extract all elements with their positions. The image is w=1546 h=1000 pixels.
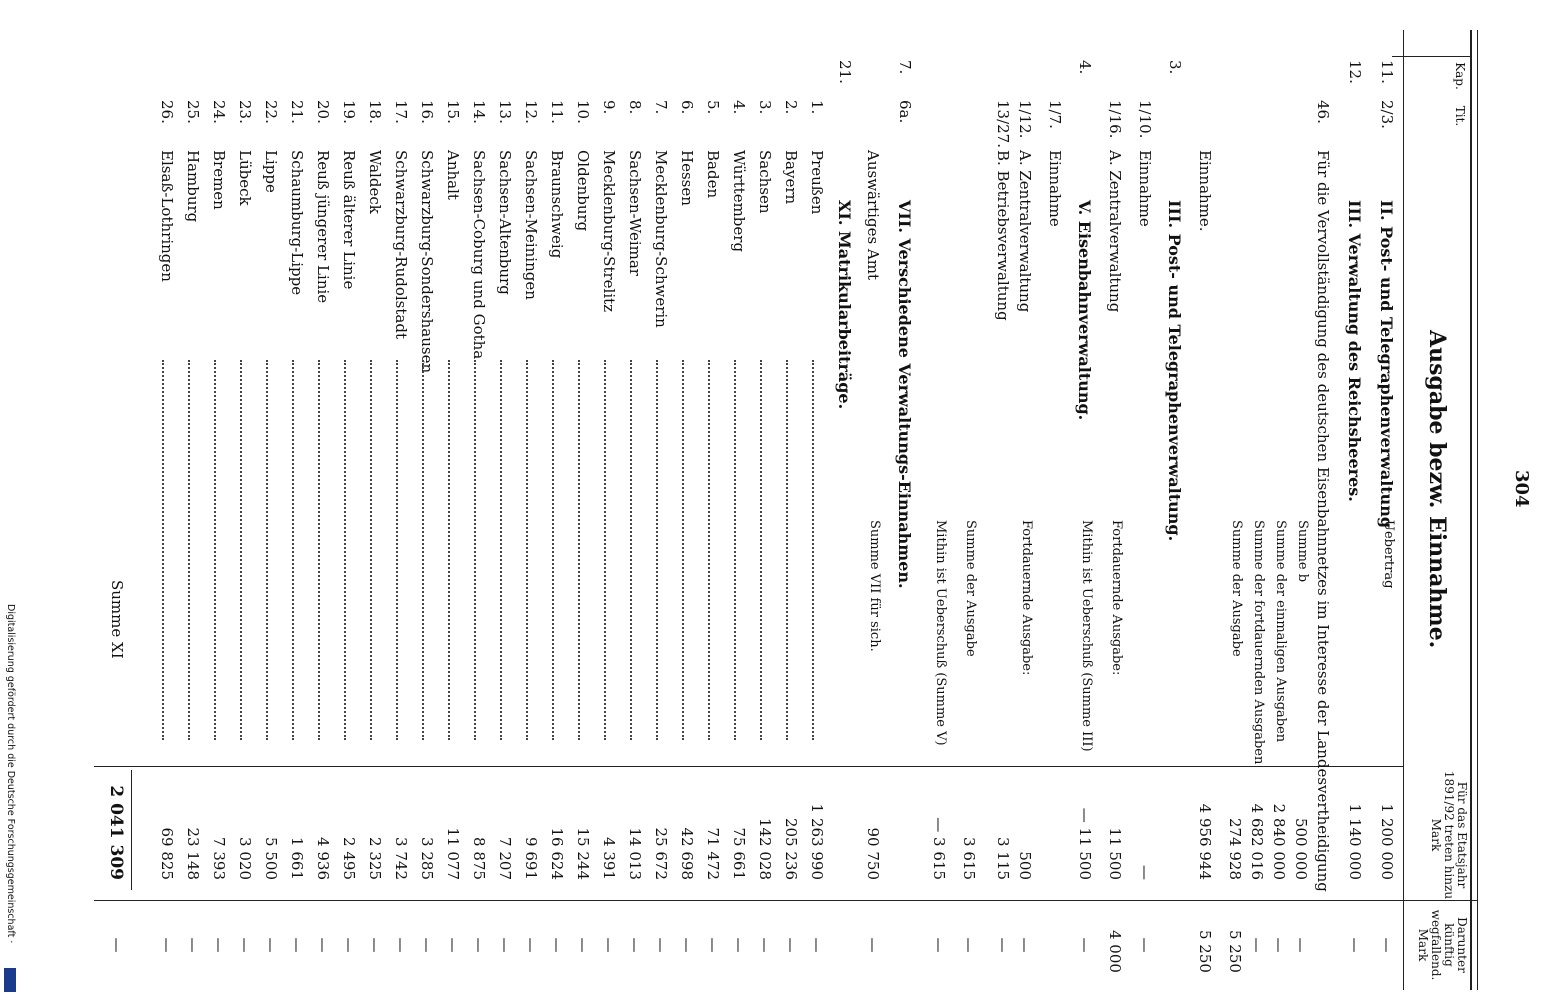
state-number: 13. xyxy=(496,100,514,124)
dot-leader xyxy=(734,360,736,740)
row-value: 3 615 xyxy=(960,837,978,880)
dot-leader xyxy=(812,360,814,740)
row-weg: 4 000 xyxy=(1106,930,1124,973)
state-value: 71 472 xyxy=(704,827,722,880)
state-number: 6. xyxy=(678,100,696,115)
row-tit: 1/7. xyxy=(1046,100,1064,129)
state-weg: — xyxy=(678,937,696,953)
state-number: 11. xyxy=(548,100,566,124)
row-right-label: Fortdauernde Ausgabe: xyxy=(1109,520,1124,676)
row-right-label: Summe der Ausgabe xyxy=(1229,520,1244,657)
state-weg: — xyxy=(704,937,722,953)
row-weg: — xyxy=(930,937,948,953)
row-text: V. Eisenbahnverwaltung. xyxy=(1075,200,1094,421)
row-tit: 1/16. xyxy=(1106,100,1124,139)
state-value: 8 875 xyxy=(470,837,488,880)
state-value: 7 207 xyxy=(496,837,514,880)
state-weg: — xyxy=(392,937,410,953)
dot-leader xyxy=(422,360,424,740)
state-name: Bremen xyxy=(210,150,228,210)
state-weg: — xyxy=(808,937,826,953)
row-text: III. Post- und Telegraphenverwaltung. xyxy=(1165,200,1184,542)
row-kap: 3. xyxy=(1166,60,1184,75)
dot-leader xyxy=(188,360,190,740)
summe-xi-rule xyxy=(131,770,132,890)
credit-text: Digitalisierung gefördert durch die Deutsche Forschungsgemeinschaft · xyxy=(5,604,16,944)
dot-leader xyxy=(318,360,320,740)
state-weg: — xyxy=(756,937,774,953)
state-value: 4 391 xyxy=(600,837,618,880)
row-tit: 1/12. xyxy=(1016,100,1034,139)
state-weg: — xyxy=(496,937,514,953)
state-number: 17. xyxy=(392,100,410,124)
state-value: 2 495 xyxy=(340,837,358,880)
col-header-kap: Kap. xyxy=(1453,62,1467,90)
state-number: 24. xyxy=(210,100,228,124)
dot-leader xyxy=(604,360,606,740)
row-weg: 5 250 xyxy=(1226,930,1244,973)
state-name: Braunschweig xyxy=(548,150,566,259)
row-text: Auswärtiges Amt xyxy=(864,150,882,280)
dot-leader xyxy=(786,360,788,740)
row-tit: 2/3. xyxy=(1378,100,1396,129)
row-tit: 1/10. xyxy=(1136,100,1154,139)
state-number: 4. xyxy=(730,100,748,115)
state-weg: — xyxy=(236,937,254,953)
state-weg: — xyxy=(600,937,618,953)
state-name: Hamburg xyxy=(184,150,202,223)
row-value: 1 200 000 xyxy=(1378,803,1396,880)
state-value: 9 691 xyxy=(522,837,540,880)
row-weg: — xyxy=(1270,937,1288,953)
state-number: 2. xyxy=(782,100,800,115)
summe-xi-label: Summe XI xyxy=(108,580,126,659)
state-name: Schaumburg-Lippe xyxy=(288,150,306,296)
state-number: 20. xyxy=(314,100,332,124)
state-name: Reuß älterer Linie xyxy=(340,150,358,290)
state-number: 14. xyxy=(470,100,488,124)
state-name: Anhalt xyxy=(444,150,462,200)
row-right-label: Summe der Ausgabe xyxy=(963,520,978,657)
state-name: Hessen xyxy=(678,150,696,206)
state-value: 75 661 xyxy=(730,827,748,880)
dot-leader xyxy=(214,360,216,740)
state-weg: — xyxy=(782,937,800,953)
summe-xi-value: 2 041 309 xyxy=(106,785,126,880)
row-tit: 6a. xyxy=(896,100,914,124)
col-header-total: Für das Etatsjahr 1891/92 treten hinzu Mark xyxy=(1429,770,1469,900)
state-weg: — xyxy=(548,937,566,953)
outer-rule-top xyxy=(1477,30,1478,990)
dot-leader xyxy=(292,360,294,740)
row-kap: 12. xyxy=(1346,60,1364,84)
state-weg: — xyxy=(158,937,176,953)
row-value: — 11 500 xyxy=(1076,807,1094,880)
row-kap: 21. xyxy=(836,60,854,84)
state-value: 2 325 xyxy=(366,837,384,880)
row-value: 90 750 xyxy=(864,827,882,880)
state-name: Preußen xyxy=(808,150,826,215)
state-weg: — xyxy=(730,937,748,953)
state-name: Sachsen-Meiningen xyxy=(522,150,540,300)
state-weg: — xyxy=(288,937,306,953)
row-weg: — xyxy=(1136,937,1154,953)
summe-xi-weg: — xyxy=(108,937,126,953)
row-right-label: Summe der fortdauernden Ausgaben xyxy=(1251,520,1266,765)
state-name: Schwarzburg-Sondershausen xyxy=(418,150,436,374)
state-number: 23. xyxy=(236,100,254,124)
dot-leader xyxy=(370,360,372,740)
state-value: 3 285 xyxy=(418,837,436,880)
state-number: 15. xyxy=(444,100,462,124)
state-number: 26. xyxy=(158,100,176,124)
state-weg: — xyxy=(470,937,488,953)
state-name: Waldeck xyxy=(366,150,384,214)
row-right-label: Mithin ist Ueberschuß (Summe V) xyxy=(933,520,948,746)
row-kap: 11. xyxy=(1378,60,1396,84)
state-weg: — xyxy=(652,937,670,953)
state-number: 25. xyxy=(184,100,202,124)
state-value: 205 236 xyxy=(782,817,800,880)
dot-leader xyxy=(448,360,450,740)
state-value: 23 148 xyxy=(184,827,202,880)
state-name: Oldenburg xyxy=(574,150,592,232)
state-name: Württemberg xyxy=(730,150,748,253)
row-text: Einnahme xyxy=(1046,150,1064,227)
state-name: Sachsen xyxy=(756,150,774,214)
state-number: 21. xyxy=(288,100,306,124)
state-number: 9. xyxy=(600,100,618,115)
row-weg: — xyxy=(960,937,978,953)
state-weg: — xyxy=(262,937,280,953)
col-header-tit: Tit. xyxy=(1453,105,1467,127)
row-value: 2 840 000 xyxy=(1270,803,1288,880)
state-value: 3 742 xyxy=(392,837,410,880)
row-weg: — xyxy=(1248,937,1266,953)
row-value: 500 000 xyxy=(1292,817,1310,880)
state-value: 25 672 xyxy=(652,827,670,880)
page-number: 304 xyxy=(1511,470,1532,508)
state-name: Sachsen-Coburg und Gotha xyxy=(470,150,488,360)
row-text: VII. Verschiedene Verwaltungs-Einnahmen. xyxy=(895,200,914,589)
state-name: Reuß jüngerer Linie xyxy=(314,150,332,304)
dot-leader xyxy=(552,360,554,740)
state-name: Baden xyxy=(704,150,722,199)
state-value: 15 244 xyxy=(574,827,592,880)
state-name: Mecklenburg-Schwerin xyxy=(652,150,670,328)
row-value: 4 682 016 xyxy=(1248,803,1266,880)
dot-leader xyxy=(396,360,398,740)
dot-leader xyxy=(526,360,528,740)
dot-leader xyxy=(760,360,762,740)
state-number: 12. xyxy=(522,100,540,124)
dot-leader xyxy=(344,360,346,740)
col-sep-total xyxy=(94,766,1404,767)
state-weg: — xyxy=(314,937,332,953)
col-sep-weg xyxy=(94,900,1478,901)
state-name: Sachsen-Altenburg xyxy=(496,150,514,295)
state-weg: — xyxy=(210,937,228,953)
state-value: 142 028 xyxy=(756,817,774,880)
state-weg: — xyxy=(340,937,358,953)
row-weg: — xyxy=(994,937,1012,953)
state-name: Elsaß-Lothringen xyxy=(158,150,176,282)
state-number: 7. xyxy=(652,100,670,115)
state-value: 11 077 xyxy=(444,827,462,880)
state-number: 22. xyxy=(262,100,280,124)
state-name: Lübeck xyxy=(236,150,254,206)
state-name: Mecklenburg-Strelitz xyxy=(600,150,618,313)
state-number: 8. xyxy=(626,100,644,115)
row-text: III. Verwaltung des Reichsheeres. xyxy=(1345,200,1364,502)
row-text: Für die Vervollständigung des deutschen Eisenbahnnetzes im Interesse der Landesvertheidigung xyxy=(1314,150,1332,892)
state-value: 5 500 xyxy=(262,837,280,880)
row-kap: 4. xyxy=(1076,60,1094,75)
state-number: 3. xyxy=(756,100,774,115)
row-value: — 3 615 xyxy=(930,817,948,880)
dot-leader xyxy=(240,360,242,740)
row-kap: 7. xyxy=(896,60,914,75)
state-number: 18. xyxy=(366,100,384,124)
dot-leader xyxy=(474,360,476,740)
row-text: A. Zentralverwaltung xyxy=(1106,150,1124,313)
dot-leader xyxy=(162,360,164,740)
state-value: 3 020 xyxy=(236,837,254,880)
state-number: 19. xyxy=(340,100,358,124)
state-weg: — xyxy=(522,937,540,953)
col-header-weg: Darunter künftig wegfallend. Mark xyxy=(1416,909,1469,981)
row-right-label: Mithin ist Ueberschuß (Summe III) xyxy=(1079,520,1094,752)
state-value: 14 013 xyxy=(626,827,644,880)
row-value: 4 956 944 xyxy=(1196,803,1214,880)
row-value: 11 500 xyxy=(1106,827,1124,880)
row-right-label: Fortdauernde Ausgabe: xyxy=(1019,520,1034,676)
dot-leader xyxy=(630,360,632,740)
row-text: XI. Matrikularbeiträge. xyxy=(835,200,854,410)
row-weg: 5 250 xyxy=(1196,930,1214,973)
state-name: Sachsen-Weimar xyxy=(626,150,644,276)
row-value: 500 xyxy=(1016,851,1034,880)
table-title: Ausgabe bezw. Einnahme. xyxy=(1424,330,1450,649)
dot-leader xyxy=(708,360,710,740)
row-weg: — xyxy=(1378,937,1396,953)
state-name: Schwarzburg-Rudolstadt xyxy=(392,150,410,339)
row-value: 3 115 xyxy=(994,837,1012,880)
row-right-label: Summe VII für sich. xyxy=(867,520,882,652)
state-value: 1 661 xyxy=(288,837,306,880)
row-tit: 13/27. xyxy=(994,100,1012,148)
row-right-label: Uebertrag xyxy=(1381,520,1396,589)
row-value: 274 928 xyxy=(1226,817,1244,880)
row-right-label: Summe b xyxy=(1295,520,1310,583)
dot-leader xyxy=(682,360,684,740)
row-weg: — xyxy=(864,937,882,953)
row-text: B. Betriebsverwaltung xyxy=(994,150,1012,321)
row-value: 1 140 000 xyxy=(1346,803,1364,880)
state-number: 1. xyxy=(808,100,826,115)
dot-leader xyxy=(500,360,502,740)
row-weg: — xyxy=(1016,937,1034,953)
state-name: Bayern xyxy=(782,150,800,205)
state-name: Lippe xyxy=(262,150,280,193)
row-weg: — xyxy=(1346,937,1364,953)
row-text: II. Post- und Telegraphenverwaltung xyxy=(1377,200,1396,529)
row-text: Einnahme. xyxy=(1196,150,1214,232)
row-text: A. Zentralverwaltung xyxy=(1016,150,1034,313)
dot-leader xyxy=(656,360,658,740)
outer-rule-top-thick xyxy=(1470,30,1472,990)
state-weg: — xyxy=(444,937,462,953)
state-weg: — xyxy=(626,937,644,953)
row-tit: 46. xyxy=(1314,100,1332,124)
state-weg: — xyxy=(184,937,202,953)
state-number: 10. xyxy=(574,100,592,124)
state-number: 5. xyxy=(704,100,722,115)
state-value: 42 698 xyxy=(678,827,696,880)
state-value: 4 936 xyxy=(314,837,332,880)
row-right-label: Summe der einmaligen Ausgaben xyxy=(1273,520,1288,743)
dot-leader xyxy=(266,360,268,740)
state-value: 16 624 xyxy=(548,827,566,880)
row-value: — xyxy=(1136,865,1154,880)
header-rule xyxy=(1403,30,1404,990)
row-weg: — xyxy=(1292,937,1310,953)
state-number: 16. xyxy=(418,100,436,124)
row-weg: — xyxy=(1076,937,1094,953)
row-text: Einnahme xyxy=(1136,150,1154,227)
state-value: 1 263 990 xyxy=(808,803,826,880)
state-value: 69 825 xyxy=(158,827,176,880)
state-weg: — xyxy=(366,937,384,953)
dot-leader xyxy=(578,360,580,740)
state-value: 7 393 xyxy=(210,837,228,880)
col-sep-left xyxy=(1392,56,1472,57)
state-weg: — xyxy=(574,937,592,953)
state-weg: — xyxy=(418,937,436,953)
